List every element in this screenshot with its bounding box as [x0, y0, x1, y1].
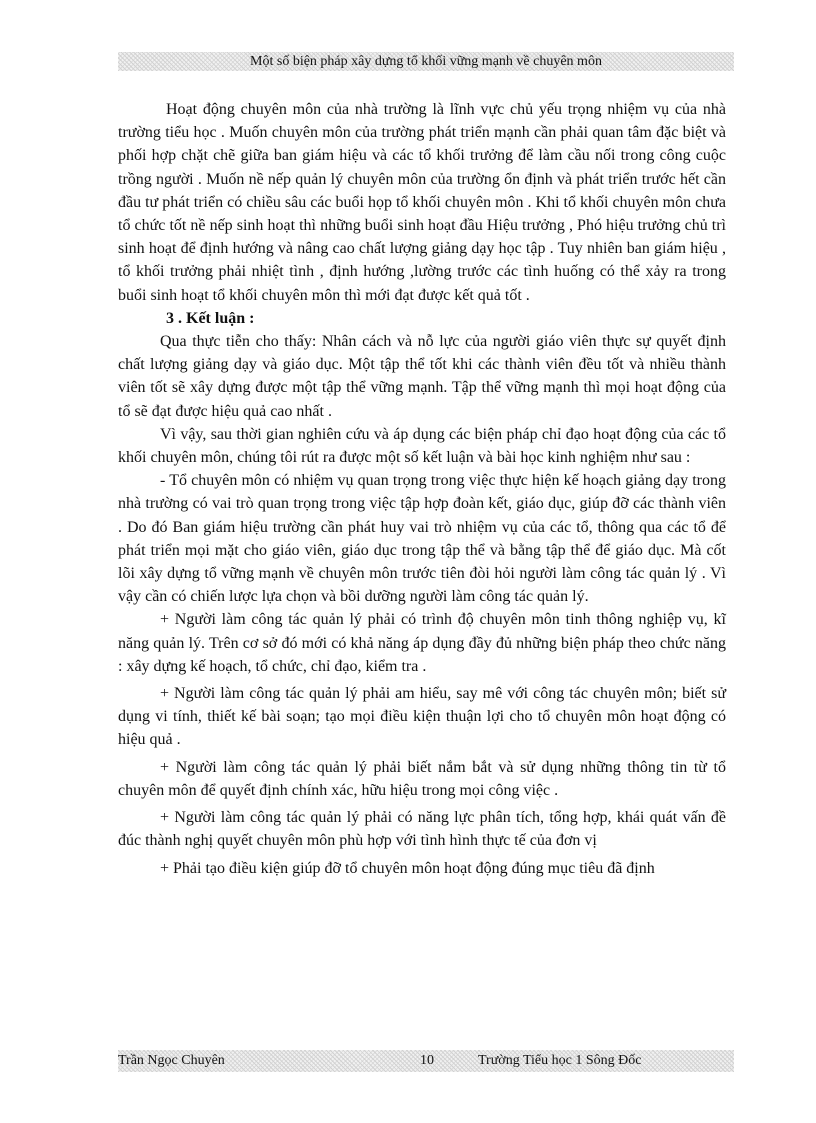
paragraph-plus-item-5: + Phải tạo điều kiện giúp đỡ tổ chuyên môn hoạt động đúng mục tiêu đã định [160, 859, 655, 877]
document-body [118, 98, 726, 880]
paragraph-plus-item-2: + Người làm công tác quản lý phải am hiểu, say mê với công tác chuyên môn; biết sử dụng vi tính, thiết kế bài soạn; tạo mọi điều kiện thuận lợi cho tổ chuyên môn hoạt động có hiệu quả . [118, 685, 726, 749]
paragraph-dash-item: - Tổ chuyên môn có nhiệm vụ quan trọng trong việc thực hiện kế hoạch giảng dạy trong nhà trường có vai trò quan trọng trong việc tập hợp đoàn kết, giáo dục, giúp đỡ các thành viên . Do đó Ban giám hiệu trường cần phát huy vai trò nhiệm vụ của các tổ, thông qua các tổ để phát triển mọi mặt cho giáo viên, giáo dục trong tập thể và bằng tập thể để giáo dục. Mà cốt lõi xây dựng tổ vững mạnh về chuyên môn trước tiên đòi hỏi người làm công tác quản lý . Vì vậy cần có chiến lược lựa chọn và bồi dưỡng người làm công tác quản lý. [118, 472, 726, 606]
section-heading-conclusion: 3 . Kết luận : [166, 309, 255, 327]
paragraph-plus-item-3: + Người làm công tác quản lý phải biết nắm bắt và sử dụng những thông tin từ tổ chuyên môn để quyết định chính xác, hữu hiệu trong mọi công việc . [118, 758, 726, 799]
header-title: Một số biện pháp xây dựng tổ khối vững mạnh về chuyên môn [250, 54, 602, 69]
paragraph-therefore: Vì vậy, sau thời gian nghiên cứu và áp dụng các biện pháp chỉ đạo hoạt động của các tổ khối chuyên môn, chúng tôi rút ra được một số kết luận và bài học kinh nghiệm như sau : [118, 425, 726, 467]
paragraph-intro: Hoạt động chuyên môn của nhà trường là lĩnh vực chủ yếu trọng nhiệm vụ của nhà trường tiểu học . Muốn chuyên môn của trường phát triển mạnh cần phải quan tâm đặc biệt và phối hợp chặt chẽ giữa ban giám hiệu và các tổ khối trưởng để làm cầu nối trong công cuộc trồng người . Muốn nề nếp quản lý chuyên môn của trường ổn định và phát triển trước hết cần đầu tư phát triển có chiều sâu các buổi họp tổ khối chuyên môn . Khi tổ khối chuyên môn chưa tổ chức tốt nề nếp sinh hoạt thì những buổi sinh hoạt đầu Hiệu trưởng , Phó hiệu trưởng chủ trì sinh hoạt để định hướng và nâng cao chất lượng giảng dạy học tập . Tuy nhiên ban giám hiệu , tổ khối trưởng phải nhiệt tình , định hướng ,lường trước các tình huống có thể xảy ra trong buổi sinh hoạt tổ khối chuyên môn thì mới đạt được kết quả tốt . [118, 101, 726, 304]
running-footer [118, 1050, 734, 1072]
footer-author: Trần Ngọc Chuyên [118, 1053, 225, 1068]
paragraph-plus-item-1: + Người làm công tác quản lý phải có trình độ chuyên môn tinh thông nghiệp vụ, kĩ năng quản lý. Trên cơ sở đó mới có khả năng áp dụng đầy đủ những biện pháp theo chức năng : xây dựng kế hoạch, tổ chức, chỉ đạo, kiểm tra . [118, 611, 726, 675]
paragraph-practice: Qua thực tiễn cho thấy: Nhân cách và nỗ lực của người giáo viên thực sự quyết định chất lượng giảng dạy và giáo dục. Một tập thể tốt khi các thành viên đều tốt và nhiều thành viên tốt sẽ xây dựng được một tập thể vững mạnh. Tập thể vững mạnh thì mọi hoạt động của tổ sẽ đạt được hiệu quả cao nhất . [118, 333, 726, 420]
page-number: 10 [420, 1053, 434, 1068]
footer-school: Trường Tiểu học 1 Sông Đốc [478, 1053, 642, 1068]
running-header [118, 52, 734, 71]
paragraph-plus-item-4: + Người làm công tác quản lý phải có năng lực phân tích, tổng hợp, khái quát vấn đề đúc thành nghị quyết chuyên môn phù hợp với tình hình thực tế của đơn vị [118, 809, 726, 850]
